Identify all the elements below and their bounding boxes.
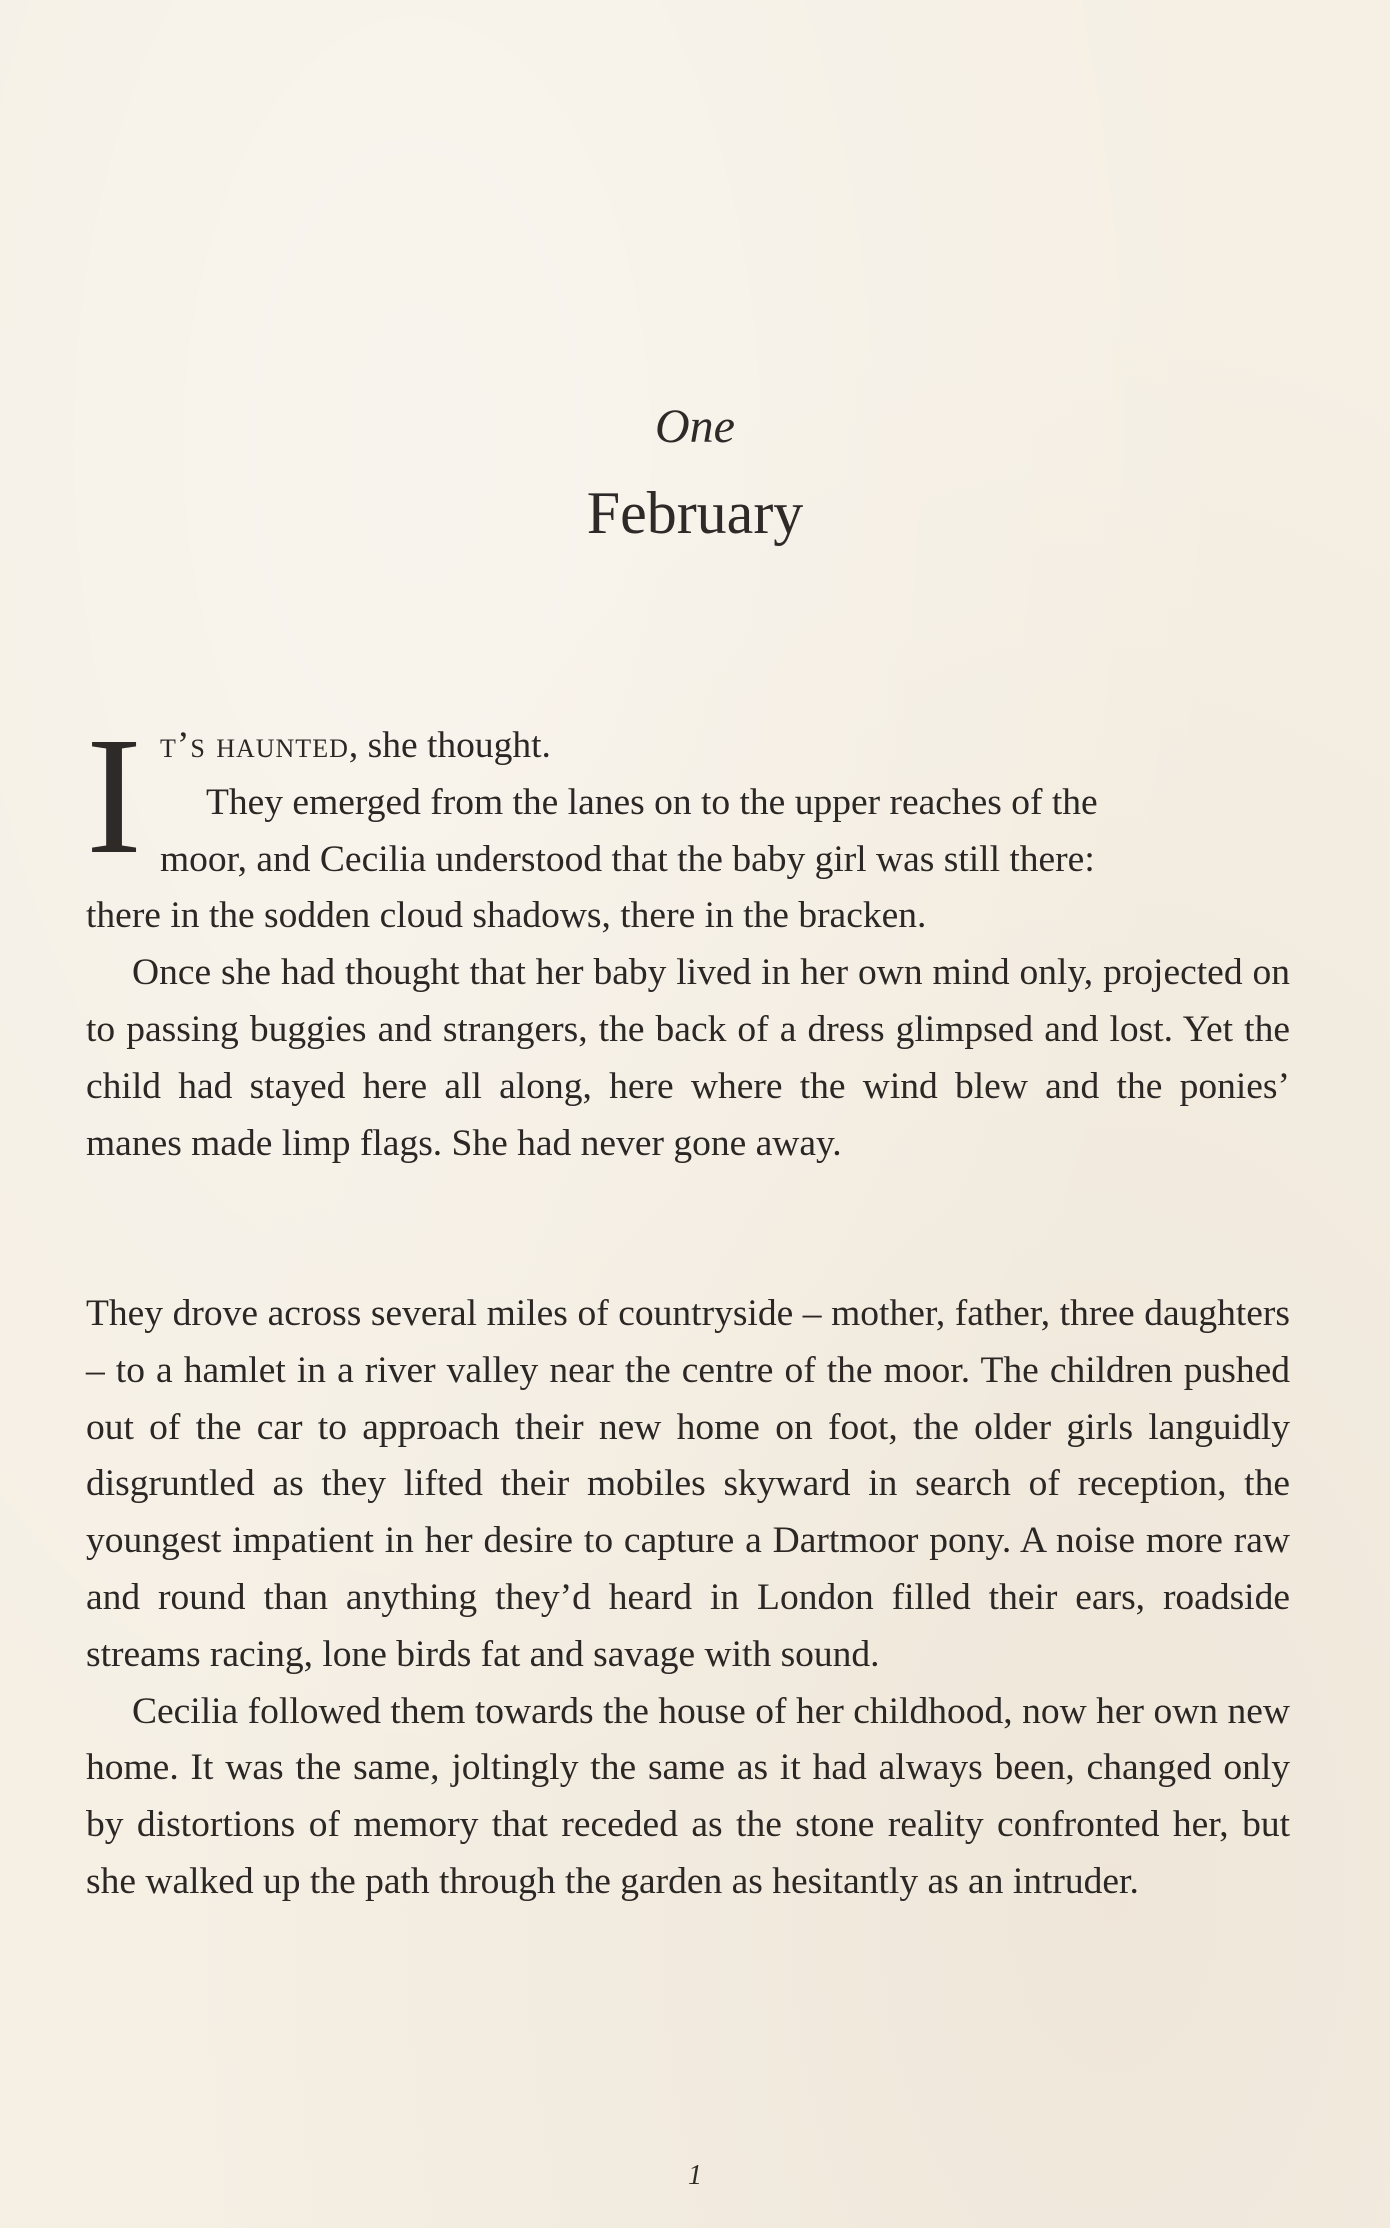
- paragraph-line-a: They emerged from the lanes on to the upper reaches of the: [206, 781, 1098, 823]
- page-number: 1: [688, 2160, 702, 2191]
- section-one: [86, 703, 1290, 1172]
- lead-in-rest: , she thought.: [348, 725, 551, 766]
- opening-line: [86, 718, 1290, 775]
- chapter-title: February: [586, 480, 804, 546]
- drop-cap: I: [86, 703, 142, 889]
- section-two: [86, 1286, 1290, 1911]
- opening-paragraph: [86, 703, 1290, 945]
- paragraph-line-b: moor, and Cecilia understood that the baby girl was still there:: [160, 838, 1095, 880]
- chapter-number: One: [655, 400, 735, 453]
- lead-in-smallcaps: t’s haunted: [160, 725, 349, 766]
- paragraph: Cecilia followed them towards the house of her childhood, now her own new home. It was the same, joltingly the same as it had always been, changed only by distortions of memory that receded as the stone reality confronted her, but she walked up the path through the garden as hesitantly as an intruder.: [86, 1690, 1290, 1902]
- paragraph: They drove across several miles of countryside – mother, father, three daughters – to a hamlet in a river valley near the centre of the moor. The children pushed out of the car to approach their new home on foot, the older girls languidly disgruntled as they lifted their mobiles skyward in search of reception, the youngest impatient in her desire to capture a Dartmoor pony. A noise more raw and round than anything they’d heard in London filled their ears, roadside streams racing, lone birds fat and savage with sound.: [86, 1293, 1290, 1675]
- paragraph-rest: there in the sodden cloud shadows, there in the bracken.: [86, 895, 927, 937]
- paragraph: Once she had thought that her baby lived in her own mind only, projected on to passing buggies and strangers, the back of a dress glimpsed and lost. Yet the child had stayed here all along, here where the wind blew and the ponies’ manes made limp flags. She had never gone away.: [86, 952, 1290, 1164]
